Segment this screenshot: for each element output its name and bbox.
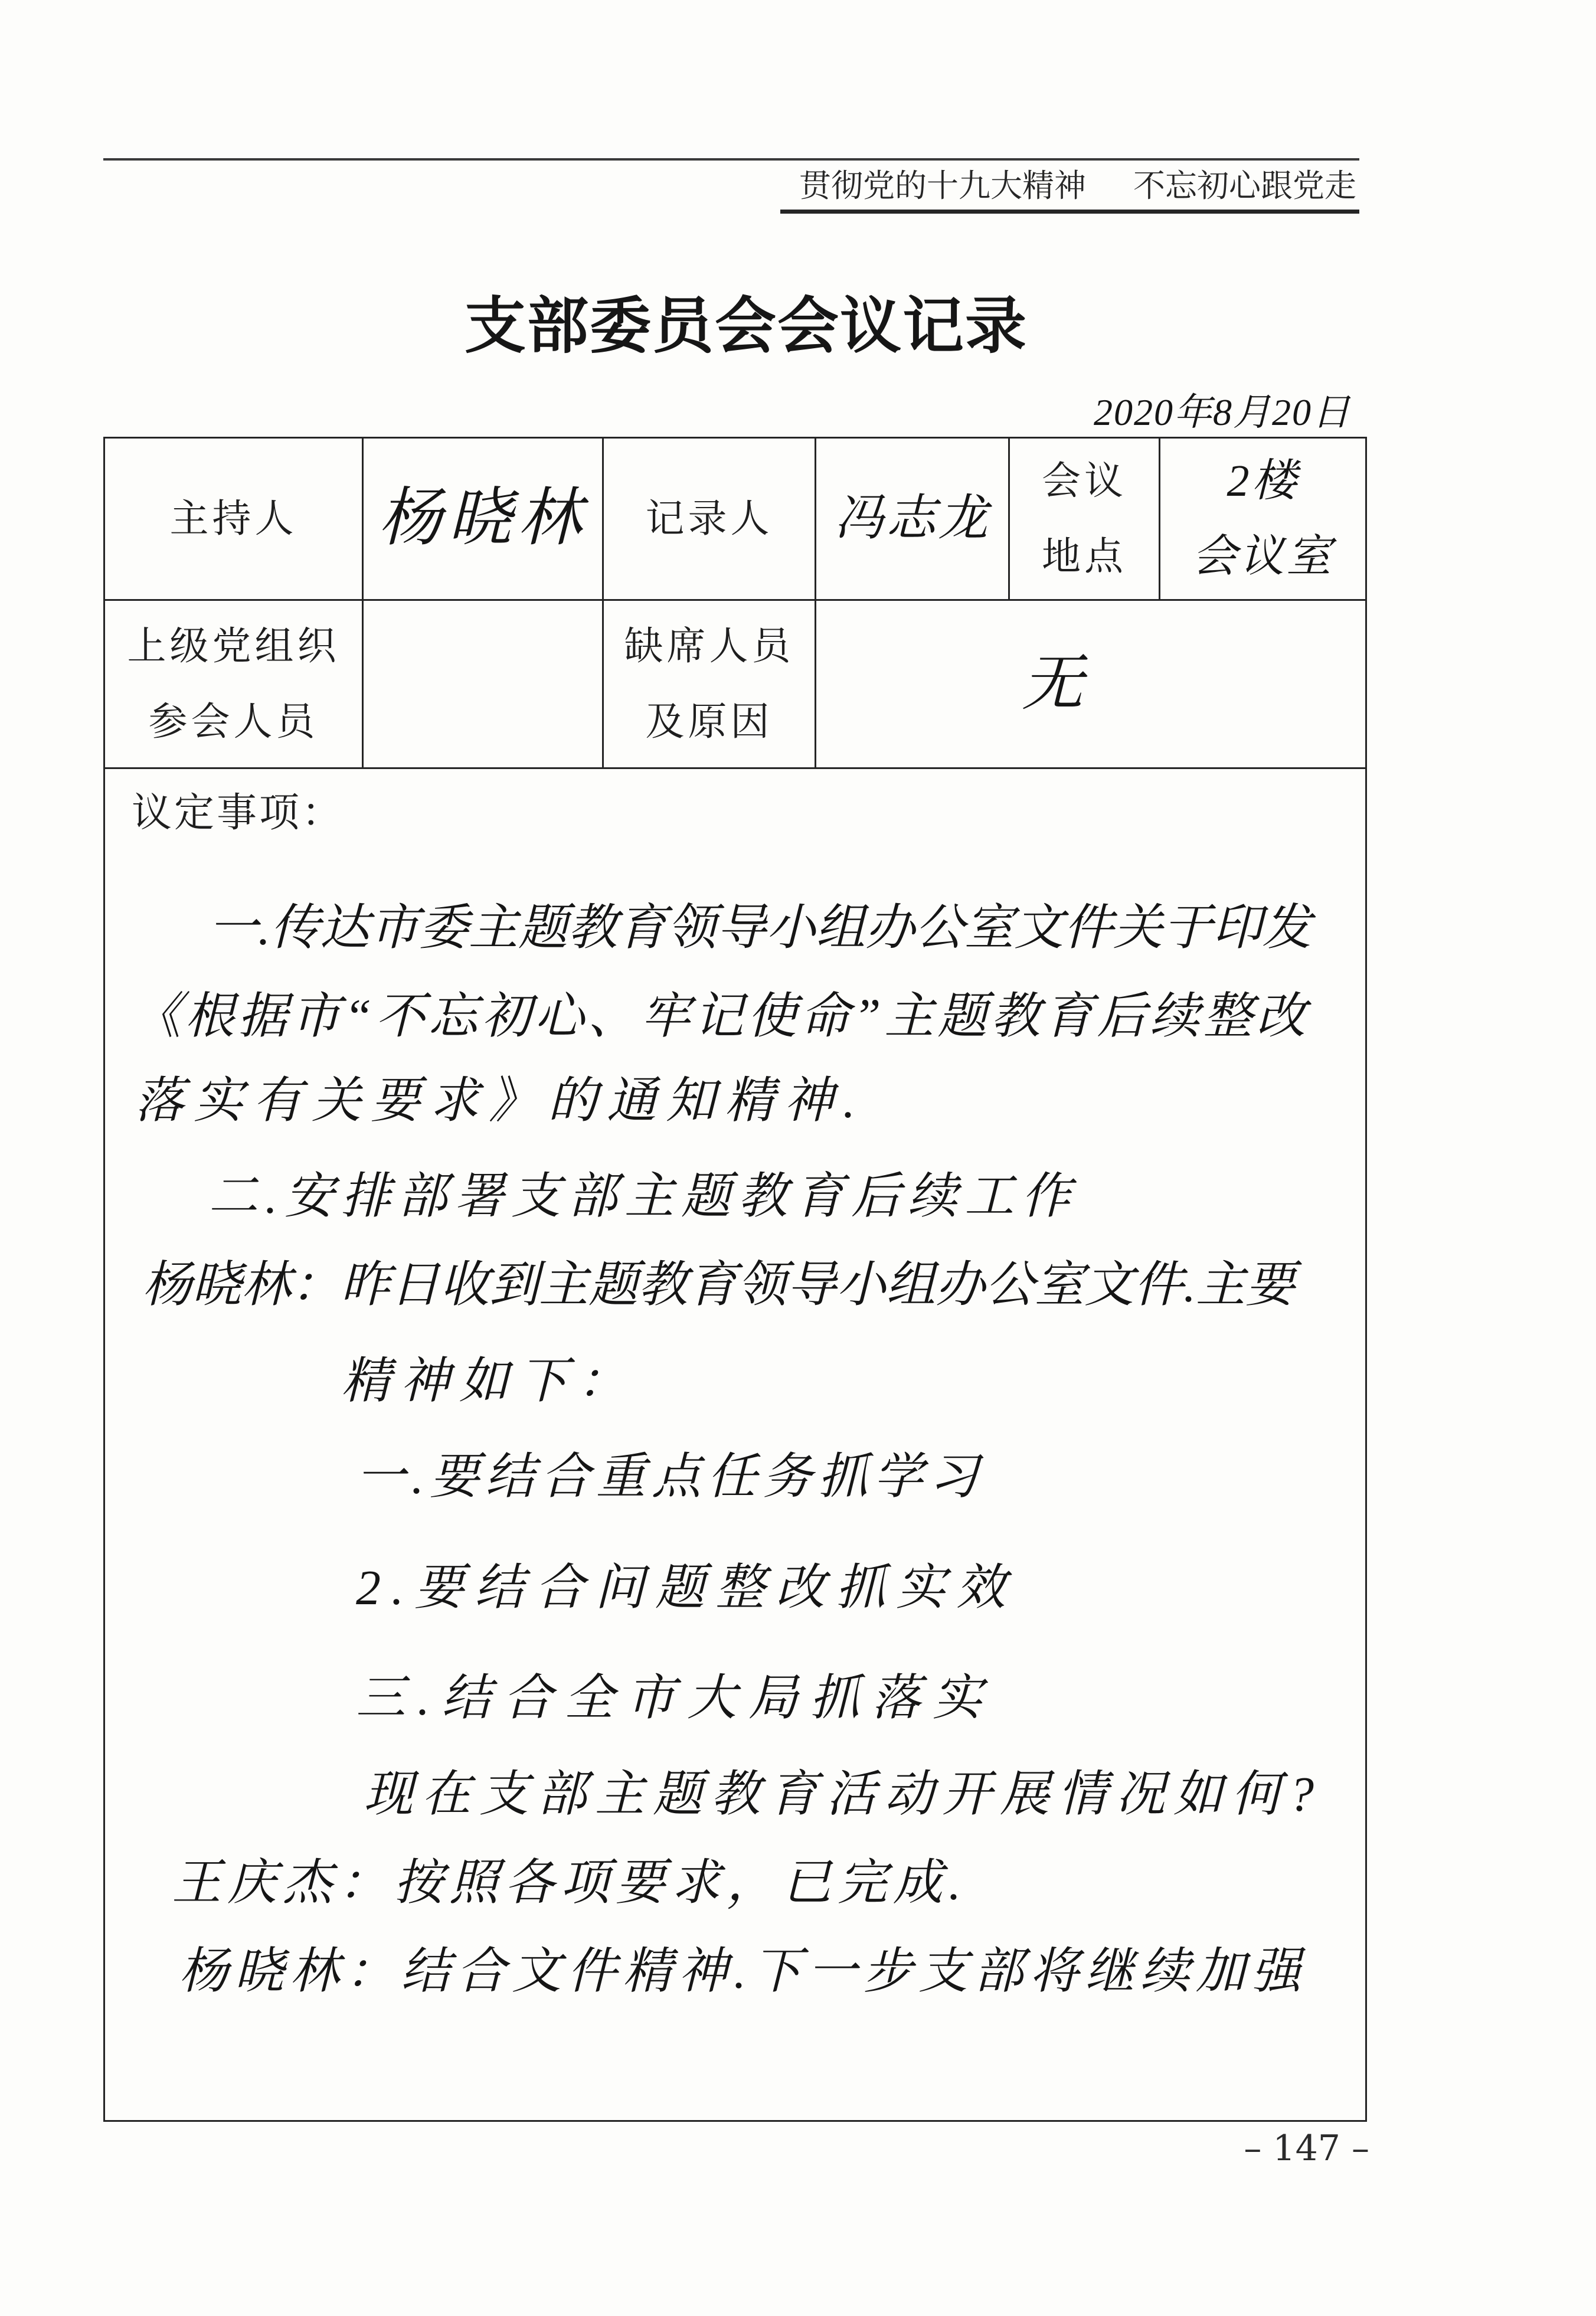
header-slogan [799, 168, 1356, 204]
absentees-label [604, 609, 815, 760]
table-row-host [104, 438, 1366, 600]
header-slogan-part-1: 贯彻党的十九大精神 [799, 167, 1086, 204]
resolution-line-9: 三.结合全市大局抓落实 [356, 1671, 995, 1726]
resolution-line-12: 杨晓林：结合文件精神.下一步支部将继续加强 [179, 1944, 1307, 1999]
location-value-cell [1160, 438, 1366, 600]
superior-attendees-label [105, 609, 362, 760]
page-number: – 147 – [1244, 2128, 1369, 2169]
meeting-record-table [103, 437, 1367, 2122]
recorder-label-cell [603, 438, 816, 600]
table-row-attendance [104, 600, 1366, 768]
resolution-line-1: 一.传达市委主题教育领导小组办公室文件关于印发 [208, 901, 1312, 956]
resolutions-label: 议定事项： [132, 790, 345, 836]
absentees-value: 无 [1021, 650, 1083, 718]
resolutions-cell [104, 768, 1366, 2121]
resolution-line-6: 精神如下： [341, 1354, 637, 1409]
header-underline-rule [780, 210, 1359, 214]
absentees-label-line-2: 及原因 [645, 699, 773, 744]
location-value-line-2: 会议室 [1192, 532, 1334, 581]
resolution-line-5: 杨晓林：昨日收到主题教育领导小组办公室文件.主要 [142, 1258, 1296, 1313]
resolution-line-2: 《根据市“不忘初心、牢记使命”主题教育后续整改 [132, 989, 1310, 1044]
host-label-cell [104, 438, 363, 600]
host-value-cell [363, 438, 603, 600]
location-label-cell [1009, 438, 1160, 600]
location-label [1010, 443, 1159, 594]
location-value [1160, 443, 1365, 594]
resolution-line-3: 落实有关要求》的通知精神. [135, 1074, 865, 1128]
absentees-value-cell [816, 600, 1366, 768]
superior-attendees-label-cell [104, 600, 363, 768]
resolution-line-4: 二.安排部署支部主题教育后续工作 [208, 1169, 1078, 1224]
resolution-line-7: 一.要结合重点任务抓学习 [356, 1450, 985, 1504]
resolution-line-8: 2.要结合问题整改抓实效 [356, 1561, 1017, 1615]
absentees-label-cell [603, 600, 816, 768]
host-label: 主持人 [169, 496, 297, 541]
resolution-line-10: 现在支部主题教育活动开展情况如何? [364, 1767, 1323, 1822]
superior-attendees-label-line-1: 上级党组织 [127, 623, 340, 669]
page-title: 支部委员会会议记录 [464, 289, 1028, 362]
host-value: 杨晓林 [378, 483, 587, 554]
table-row-resolutions [104, 768, 1366, 2121]
recorder-value: 冯志龙 [834, 491, 990, 546]
header-top-rule [103, 158, 1359, 161]
absentees-label-line-1: 缺席人员 [624, 623, 794, 669]
resolution-line-11: 王庆杰：按照各项要求，已完成. [172, 1856, 967, 1911]
resolutions-content [105, 769, 1365, 2118]
recorder-value-cell [816, 438, 1009, 600]
header-slogan-part-2: 不忘初心跟党走 [1133, 167, 1356, 204]
superior-attendees-value-cell [363, 600, 603, 768]
location-label-line-2: 地点 [1042, 534, 1127, 579]
meeting-date: 2020年8月20日 [1094, 391, 1351, 433]
recorder-label: 记录人 [645, 496, 773, 541]
superior-attendees-label-line-2: 参会人员 [148, 699, 319, 744]
location-label-line-1: 会议 [1042, 458, 1127, 503]
location-value-line-1: 2楼 [1227, 456, 1299, 506]
